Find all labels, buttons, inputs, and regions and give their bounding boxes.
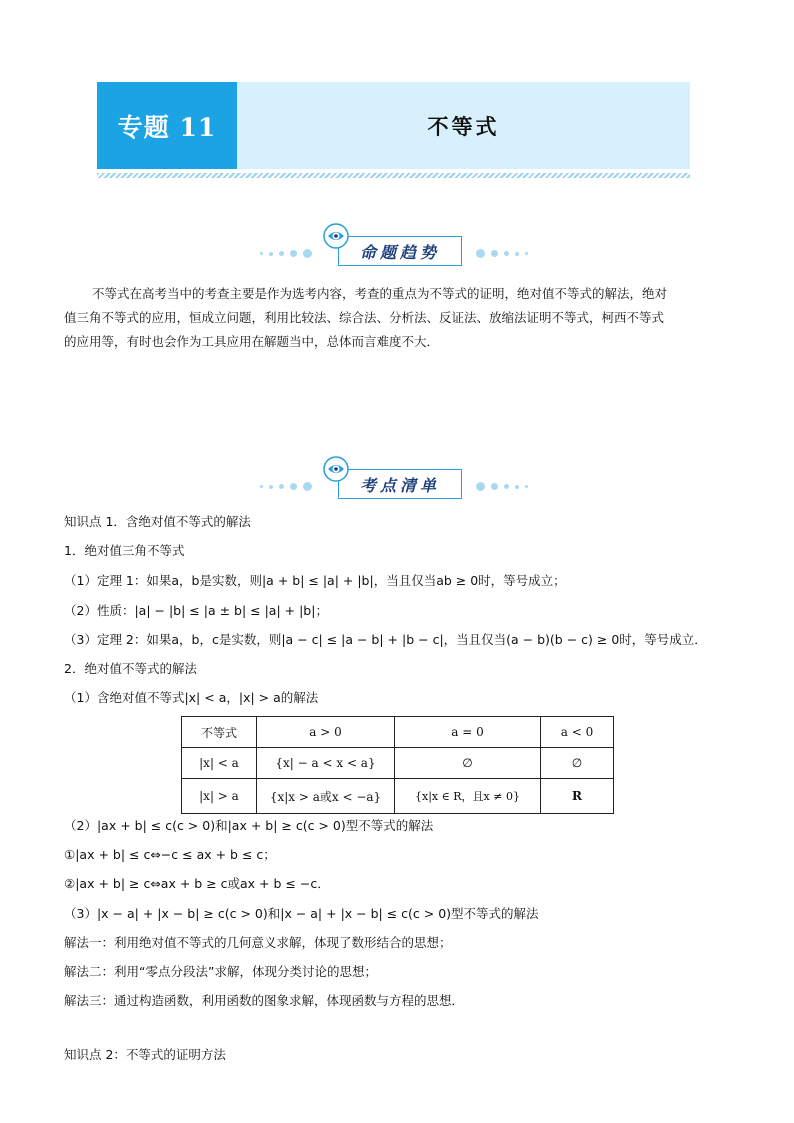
section-title-box <box>338 236 462 266</box>
trend-paragraph <box>64 282 734 354</box>
page-title: 不等式 <box>427 113 500 139</box>
table-header-row <box>182 717 614 748</box>
section-header-checklist <box>247 455 547 505</box>
item-heading: （3）|x − a| + |x − b| ≥ c(c > 0)和|x − a| + |x − b| ≤ c(c > 0)型不等式的解法 <box>64 906 539 921</box>
table-header-cell: 不等式 <box>182 717 257 748</box>
table-row <box>182 779 614 814</box>
method-line: 解法三：通过构造函数，利用函数的图象求解，体现函数与方程的思想． <box>64 993 465 1008</box>
table-cell: R <box>541 779 614 814</box>
decorative-dots-right <box>476 249 528 258</box>
solution-table <box>181 716 614 814</box>
table-header-cell: a = 0 <box>395 717 541 748</box>
table-cell: {x|x ∈ R，且x ≠ 0} <box>395 779 541 814</box>
theorem-1: （1）定理 1：如果a，b是实数，则|a + b| ≤ |a| + |b|，当且仅当ab ≥ 0时，等号成立； <box>64 573 566 588</box>
table-cell: {x|x > a或x < −a} <box>257 779 395 814</box>
section-title: 考点清单 <box>359 475 440 495</box>
method-line: 解法一：利用绝对值不等式的几何意义求解，体现了数形结合的思想； <box>64 935 452 950</box>
section-title: 命题趋势 <box>359 242 440 262</box>
equivalence-line: ②|ax + b| ≥ c⇔ax + b ≥ c或ax + b ≤ −c． <box>64 876 330 891</box>
eye-icon <box>323 223 349 249</box>
property-line: （2）性质：|a| − |b| ≤ |a ± b| ≤ |a| + |b|； <box>64 603 328 618</box>
item-heading: （2）|ax + b| ≤ c(c > 0)和|ax + b| ≥ c(c > 0)型不等式的解法 <box>64 818 434 833</box>
trend-line: 的应用等，有时也会作为工具应用在解题当中，总体而言难度不大． <box>64 334 440 349</box>
equivalence-line: ①|ax + b| ≤ c⇔−c ≤ ax + b ≤ c； <box>64 847 276 862</box>
knowledge-point-1: 知识点 1．含绝对值不等式的解法 <box>64 514 251 529</box>
theorem-2: （3）定理 2：如果a，b，c是实数，则|a − c| ≤ |a − b| + |b − c|，当且仅当(a − b)(b − c) ≥ 0时，等号成立． <box>64 632 707 647</box>
table-cell: |x| < a <box>182 748 257 779</box>
knowledge-point-2: 知识点 2：不等式的证明方法 <box>64 1047 226 1062</box>
item-heading: （1）含绝对值不等式|x| < a，|x| > a的解法 <box>64 690 319 705</box>
trend-line: 不等式在高考当中的考查主要是作为选考内容，考查的重点为不等式的证明，绝对值不等式的解法，绝对 <box>92 286 668 301</box>
method-line: 解法二：利用“零点分段法”求解，体现分类讨论的思想； <box>64 964 377 979</box>
decorative-dots-right <box>476 482 528 491</box>
section-header-trend <box>247 222 547 272</box>
eye-icon <box>323 456 349 482</box>
topic-label: 专题 11 <box>117 112 217 142</box>
subsection-heading: 1．绝对值三角不等式 <box>64 543 185 558</box>
subsection-heading: 2．绝对值不等式的解法 <box>64 661 197 676</box>
banner-divider <box>97 173 690 178</box>
table-header-cell: a < 0 <box>541 717 614 748</box>
table-row <box>182 748 614 779</box>
decorative-dots-left <box>260 249 312 258</box>
trend-line: 值三角不等式的应用，恒成立问题，利用比较法、综合法、分析法、反证法、放缩法证明不等式，柯西不等式 <box>64 310 665 325</box>
table-cell: ∅ <box>395 748 541 779</box>
table-cell: ∅ <box>541 748 614 779</box>
table-cell: |x| > a <box>182 779 257 814</box>
table-header-cell: a > 0 <box>257 717 395 748</box>
table-cell: {x| − a < x < a} <box>257 748 395 779</box>
topic-title-banner <box>237 82 690 169</box>
section-title-box <box>338 469 462 499</box>
topic-number-banner <box>97 82 237 169</box>
decorative-dots-left <box>260 482 312 491</box>
